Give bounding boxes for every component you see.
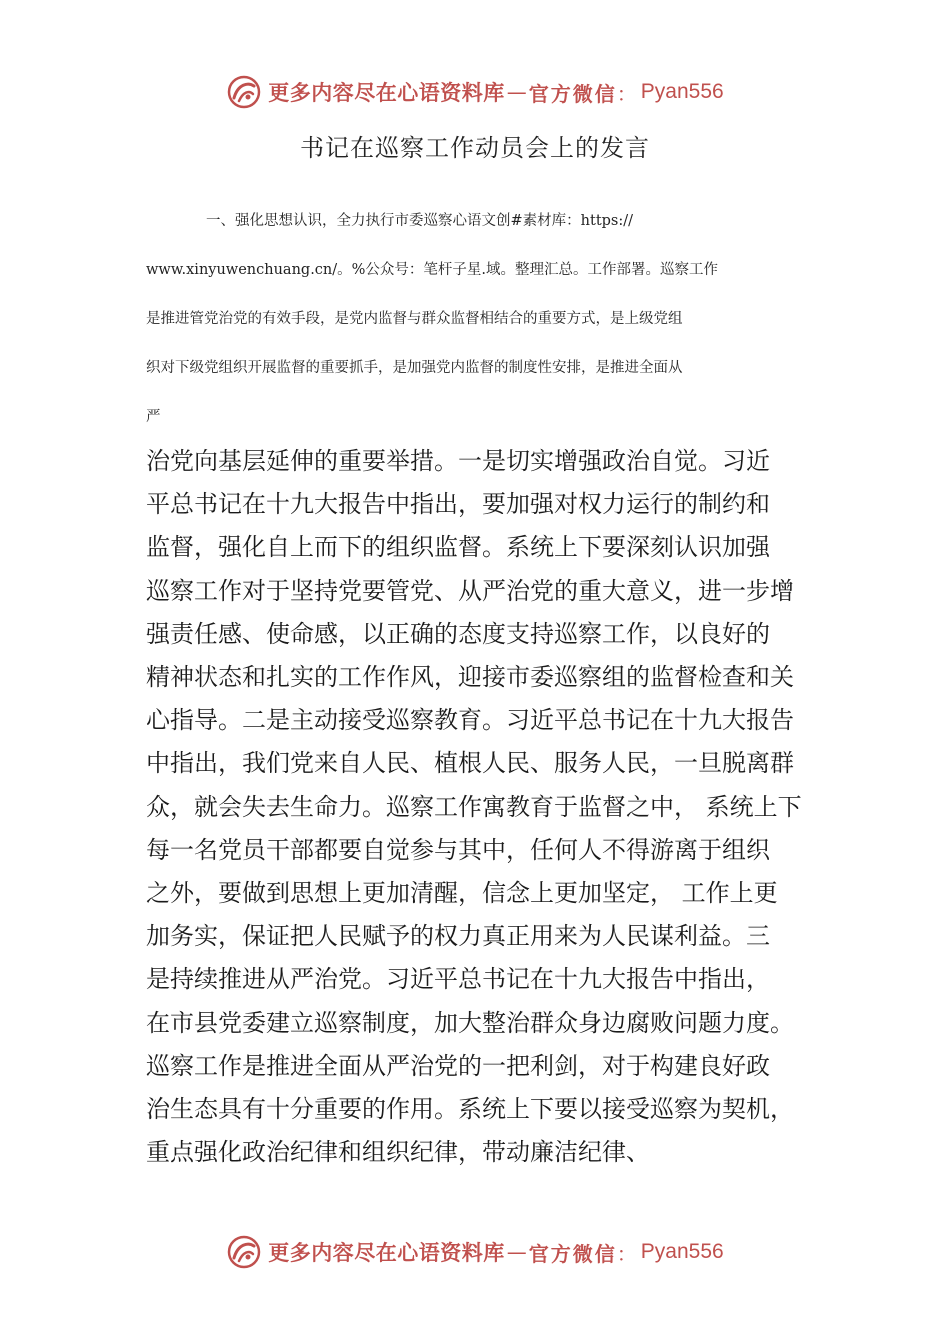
banner-wechat-label: 官方微信 [528, 81, 617, 106]
body-line: 中指出，我们党来自人民、植根人民、服务人民，一旦脱离群 [146, 749, 794, 778]
body-line: 精神状态和扎实的工作作风，迎接市委巡察组的监督检查和关 [146, 663, 794, 692]
intro-line: 一、强化思想认识，全力执行市委巡察心语文创#素材库：https:// [206, 213, 634, 229]
body-line: 众，就会失去生命力。巡察工作寓教育于监督之中， 系统上下 [146, 792, 802, 821]
intro-line: www.xinyuwenchuang.cn/。%公众号：笔杆子星.域。整理汇总。工作部署。巡察工作 [146, 262, 719, 278]
brand-logo-icon [226, 74, 262, 110]
body-line: 在市县党委建立巡察制度，加大整治群众身边腐败问题力度。 [146, 1008, 794, 1037]
banner-colon: ： [616, 1241, 637, 1266]
header-banner [0, 70, 950, 114]
body-line: 平总书记在十九大报告中指出，要加强对权力运行的制约和 [146, 490, 770, 519]
body-line: 巡察工作是推进全面从严治党的一把利剑，对于构建良好政 [146, 1051, 770, 1080]
body-line: 是持续推进从严治党。习近平总书记在十九大报告中指出， [146, 965, 770, 994]
body-line: 心指导。二是主动接受巡察教育。习近平总书记在十九大报告 [146, 706, 794, 735]
banner-wechat-id: Pyan556 [640, 1240, 724, 1263]
banner-slogan: 更多内容尽在心语资料库 [268, 1240, 505, 1265]
banner-dash: — [506, 80, 527, 104]
intro-line: 是推进管党治党的有效手段，是党内监督与群众监督相结合的重要方式，是上级党组 [146, 311, 683, 327]
body-line: 监督，强化自上而下的组织监督。系统上下要深刻认识加强 [146, 533, 770, 562]
body-line: 治生态具有十分重要的作用。系统上下要以接受巡察为契机， [146, 1095, 794, 1124]
intro-line: 织对下级党组织开展监督的重要抓手，是加强党内监督的制度性安排，是推进全面从 [146, 360, 683, 376]
body-paragraph [146, 440, 826, 1174]
body-line: 加务实，保证把人民赋予的权力真正用来为人民谋利益。三 [146, 922, 770, 951]
body-line: 之外，要做到思想上更加清醒，信念上更加坚定， 工作上更 [146, 879, 778, 908]
intro-line: 严 [146, 409, 161, 425]
body-line: 强责任感、使命感，以正确的态度支持巡察工作，以良好的 [146, 619, 770, 648]
banner-dash: — [506, 1240, 527, 1264]
footer-banner [0, 1230, 950, 1274]
body-line: 重点强化政治纪律和组织纪律，带动廉洁纪律、 [146, 1138, 650, 1167]
body-line: 每一名党员干部都要自觉参与其中，任何人不得游离于组织 [146, 835, 770, 864]
intro-paragraph [146, 197, 806, 442]
banner-wechat-label: 官方微信 [528, 1241, 617, 1266]
banner-wechat-id: Pyan556 [640, 80, 724, 103]
document-title: 书记在巡察工作动员会上的发言 [300, 134, 650, 162]
body-line: 巡察工作对于坚持党要管党、从严治党的重大意义，进一步增 [146, 576, 794, 605]
banner-slogan: 更多内容尽在心语资料库 [268, 80, 505, 105]
brand-logo-icon [226, 1234, 262, 1270]
body-line: 治党向基层延伸的重要举措。一是切实增强政治自觉。习近 [146, 447, 770, 475]
banner-colon: ： [616, 81, 637, 106]
